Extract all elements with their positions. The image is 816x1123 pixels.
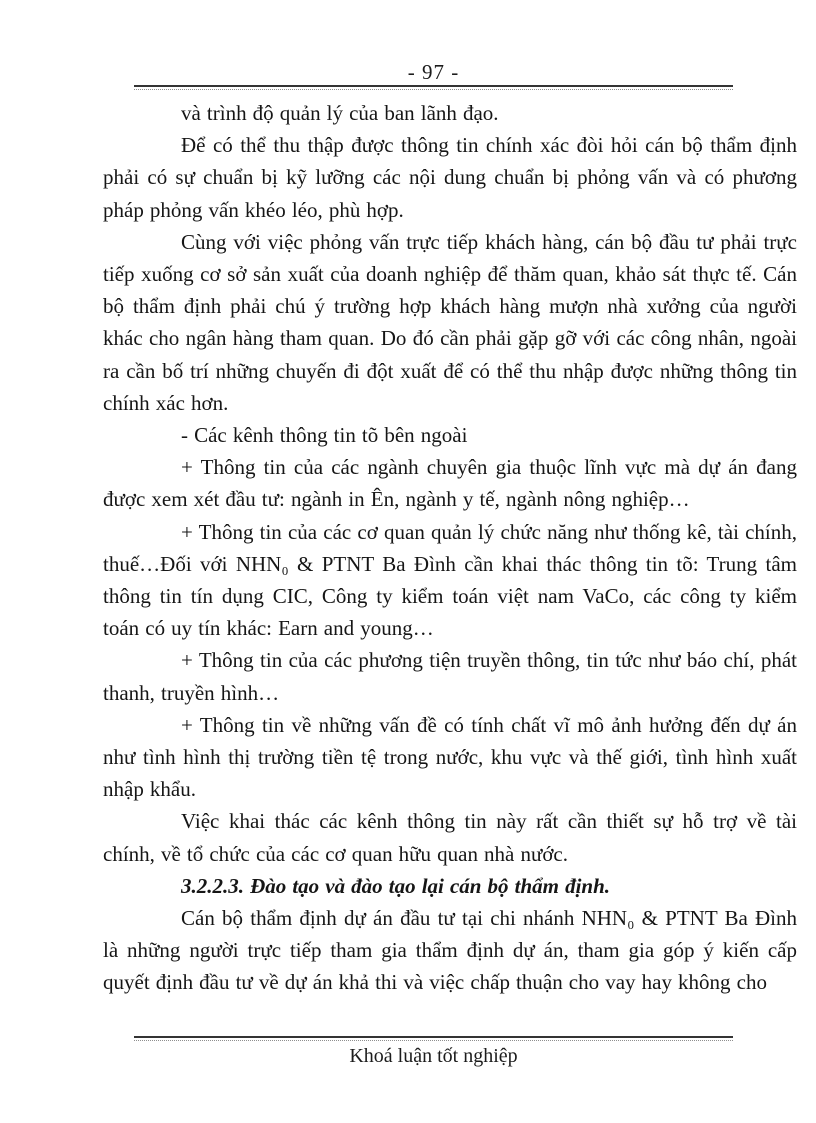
body-paragraph: + Thông tin của các cơ quan quản lý chức năng như thống kê, tài chính, thuế…Đối với NHN₀ & PTNT Ba Đình cần khai thác thông tin tõ: Trung tâm thông tin tín dụng CIC, Công ty kiểm toán việt nam VaCo, các công ty kiểm toán có uy tín khác: Earn and young… xyxy=(103,519,797,641)
body-paragraph: và trình độ quản lý của ban lãnh đạo. xyxy=(181,101,499,125)
page-body xyxy=(103,97,797,999)
footer-divider xyxy=(134,1036,733,1041)
body-paragraph: + Thông tin về những vấn đề có tính chất vĩ mô ảnh hưởng đến dự án như tình hình thị trường tiền tệ trong nước, khu vực và thế giới, tình hình xuất nhập khẩu. xyxy=(103,712,797,802)
body-paragraph: + Thông tin của các ngành chuyên gia thuộc lĩnh vực mà dự án đang được xem xét đầu tư: ngành in Ên, ngành y tế, ngành nông nghiệp… xyxy=(103,455,797,512)
body-paragraph: + Thông tin của các phương tiện truyền thông, tin tức như báo chí, phát thanh, truyền hình… xyxy=(103,648,797,705)
body-paragraph: Việc khai thác các kênh thông tin này rất cần thiết sự hỗ trợ về tài chính, về tổ chức của các cơ quan hữu quan nhà nước. xyxy=(103,809,797,866)
page-header xyxy=(134,60,733,90)
body-paragraph: Cán bộ thẩm định dự án đầu tư tại chi nhánh NHN₀ & PTNT Ba Đình là những người trực tiếp tham gia thẩm định dự án, tham gia góp ý kiến cấp quyết định đầu tư về dự án khả thi và việc chấp thuận cho vay hay không cho xyxy=(103,906,797,995)
body-paragraph: - Các kênh thông tin tõ bên ngoài xyxy=(181,423,468,448)
section-heading: 3.2.2.3. Đào tạo và đào tạo lại cán bộ thẩm định. xyxy=(181,873,611,898)
footer-title: Khoá luận tốt nghiệp xyxy=(349,1045,518,1067)
page-footer xyxy=(134,1036,733,1068)
page-number: - 97 - xyxy=(407,60,460,84)
header-divider xyxy=(134,85,733,90)
body-paragraph: Để có thể thu thập được thông tin chính xác đòi hỏi cán bộ thẩm định phải có sự chuẩn bị kỹ lưỡng các nội dung chuẩn bị phỏng vấn và có phương pháp phỏng vấn khéo léo, phù hợp. xyxy=(103,133,797,222)
body-paragraph: Cùng với việc phỏng vấn trực tiếp khách hàng, cán bộ đầu tư phải trực tiếp xuống cơ sở sản xuất của doanh nghiệp để thăm quan, khảo sát thực tế. Cán bộ thẩm định phải chú ý trường hợp khách hàng mượn nhà xưởng của người khác cho ngân hàng tham quan. Do đó cần phải gặp gỡ với các công nhân, ngoài ra cần bố trí những chuyến đi đột xuất để có thể thu nhập được những thông tin chính xác hơn. xyxy=(103,229,797,415)
